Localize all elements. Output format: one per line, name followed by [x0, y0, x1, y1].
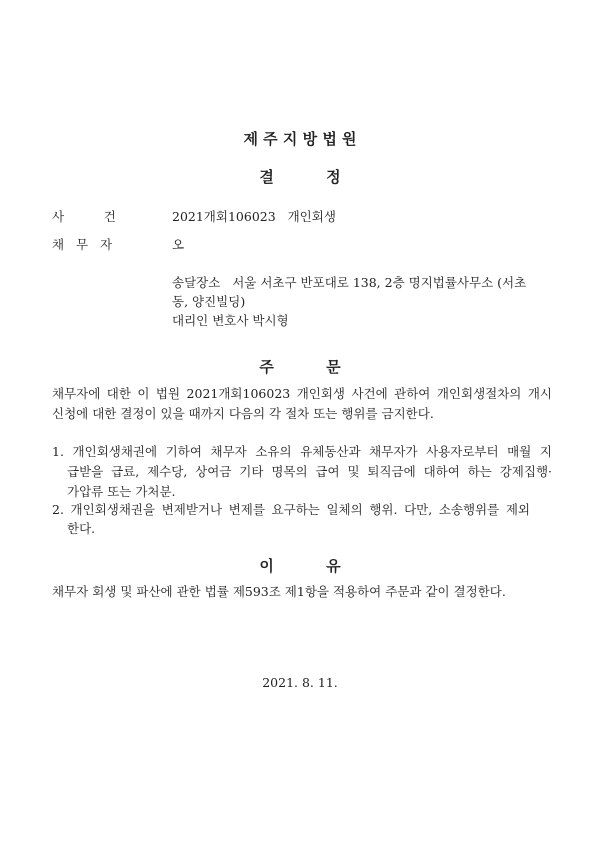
decision-date: 2021. 8. 11. [262, 675, 338, 690]
service-address-line2: 동, 양진빌딩) [172, 294, 246, 309]
order-text-line: 신청에 대한 결정이 있을 때까지 다음의 각 절차 또는 행위를 금지한다. [52, 406, 434, 421]
item-1-line: 급받을 급료, 제수당, 상여금 기타 명목의 급여 및 퇴직금에 대하여 하는 강제집행· [67, 464, 552, 479]
case-value: 2021개회106023 개인회생 [172, 209, 336, 224]
service-address-line1: 송달장소 서울 서초구 반포대로 138, 2층 명지법률사무소 (서초 [172, 275, 527, 290]
item-2-line: 한다. [67, 521, 96, 536]
document-type: 결 정 [259, 168, 341, 186]
debtor-value: 오 [172, 237, 185, 252]
reason-text: 채무자 회생 및 파산에 관한 법률 제593조 제1항을 적용하여 주문과 같이 결정한다. [52, 584, 506, 599]
court-name: 제 주 지 방 법 원 [243, 130, 357, 148]
item-1-line: 가압류 또는 가처분. [67, 484, 176, 499]
order-heading: 주 문 [259, 358, 341, 376]
attorney: 대리인 변호사 박시형 [172, 313, 289, 328]
debtor-label: 채 무 자 [52, 237, 113, 252]
case-label: 사 건 [52, 209, 116, 224]
order-text-line: 채무자에 대한 이 법원 2021개회106023 개인회생 사건에 관하여 개인회생절차의 개시 [52, 386, 552, 401]
reason-heading: 이 유 [259, 557, 341, 575]
item-2-line: 2. 개인회생채권을 변제받거나 변제를 요구하는 일체의 행위. 다만, 소송행위를 제외 [52, 502, 530, 517]
item-1-line: 1. 개인회생채권에 기하여 채무자 소유의 유체동산과 채무자가 사용자로부터 매월 지 [52, 444, 552, 459]
